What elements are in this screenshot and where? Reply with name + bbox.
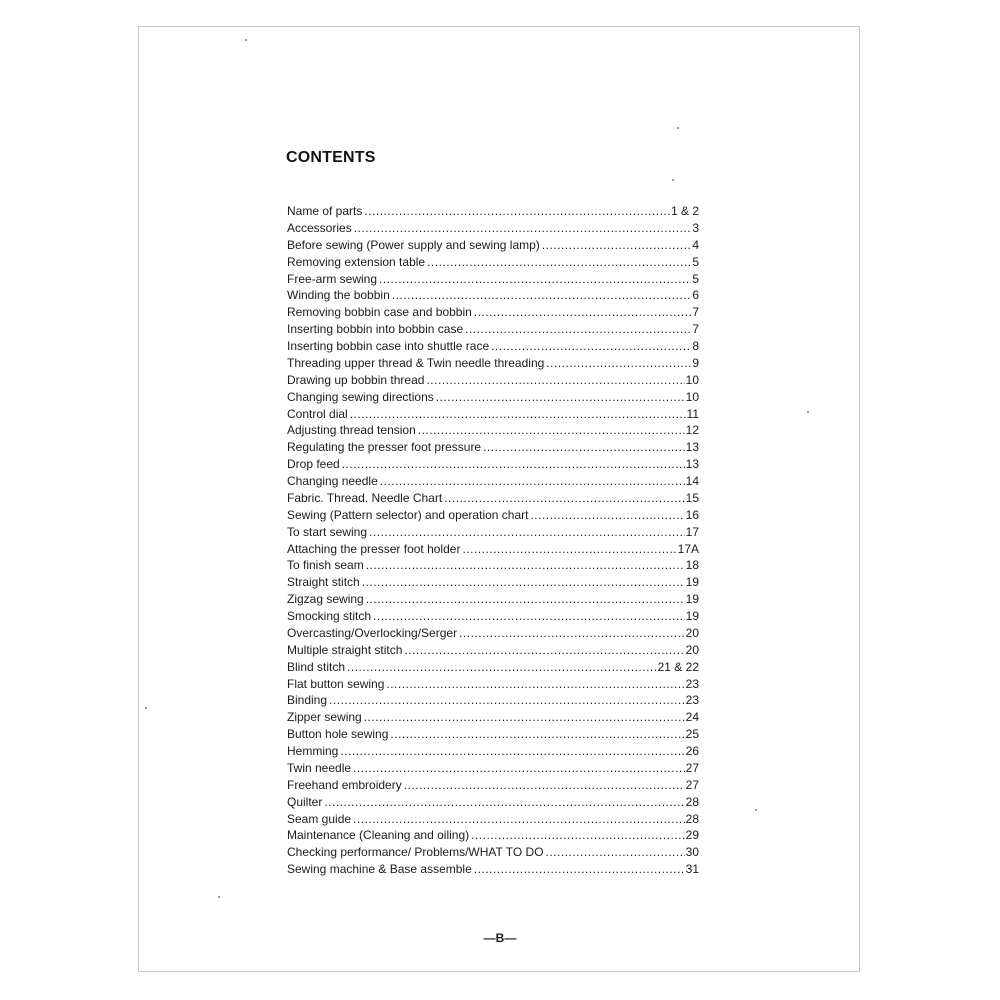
toc-entry	[287, 709, 699, 726]
toc-entry-label: Twin needle	[287, 760, 352, 775]
dot-leader	[542, 237, 692, 254]
toc-entry-label: Binding	[287, 693, 328, 708]
toc-entry-page: 28	[685, 811, 699, 826]
toc-entry-label: Multiple straight stitch	[287, 642, 403, 657]
toc-entry	[287, 422, 699, 439]
toc-entry-page: 21 & 22	[657, 659, 699, 674]
toc-entry-label: Before sewing (Power supply and sewing lamp)	[287, 237, 540, 252]
scan-speck	[677, 127, 679, 129]
toc-entry-label: Control dial	[287, 406, 348, 421]
toc-entry-page: 10	[685, 389, 699, 404]
dot-leader	[546, 355, 691, 372]
scan-speck	[145, 707, 147, 709]
toc-entry-label: Drawing up bobbin thread	[287, 372, 425, 387]
toc-entry-label: Drop feed	[287, 457, 340, 472]
table-of-contents	[287, 203, 699, 878]
toc-entry	[287, 271, 699, 288]
toc-entry	[287, 439, 699, 456]
toc-entry	[287, 304, 699, 321]
toc-entry-page: 19	[685, 575, 699, 590]
toc-entry-label: Threading upper thread & Twin needle threading	[287, 355, 545, 370]
dot-leader	[340, 743, 684, 760]
toc-entry-page: 1 & 2	[670, 204, 699, 218]
toc-entry	[287, 406, 699, 423]
toc-entry-page: 25	[685, 727, 699, 742]
toc-entry-label: Changing needle	[287, 474, 378, 488]
dot-leader	[462, 541, 676, 558]
toc-entry-label: Regulating the presser foot pressure	[287, 440, 482, 455]
toc-entry-page: 13	[685, 457, 699, 472]
dot-leader	[350, 406, 686, 423]
toc-entry	[287, 827, 699, 844]
toc-entry-label: Fabric. Thread. Needle Chart	[287, 490, 443, 505]
dot-leader	[471, 827, 685, 844]
toc-entry	[287, 372, 699, 389]
dot-leader	[329, 692, 685, 709]
dot-leader	[491, 338, 691, 355]
dot-leader	[324, 794, 684, 811]
toc-entry	[287, 541, 699, 558]
dot-leader	[426, 372, 684, 389]
dot-leader	[530, 507, 684, 524]
dot-leader	[465, 321, 691, 338]
dot-leader	[483, 439, 685, 456]
toc-entry-page: 8	[692, 339, 699, 353]
toc-entry	[287, 625, 699, 642]
toc-entry-label: Removing extension table	[287, 254, 426, 269]
dot-leader	[404, 642, 684, 659]
toc-entry	[287, 743, 699, 760]
toc-entry-label: Accessories	[287, 220, 352, 235]
toc-entry-label: Checking performance/ Problems/WHAT TO DO	[287, 845, 544, 860]
toc-entry-label: Smocking stitch	[287, 609, 372, 623]
scan-speck	[755, 809, 757, 811]
toc-entry-label: Adjusting thread tension	[287, 423, 416, 438]
dot-leader	[444, 490, 684, 507]
toc-entry-label: Maintenance (Cleaning and oiling)	[287, 828, 470, 843]
dot-leader	[379, 271, 691, 288]
toc-entry-label: Hemming	[287, 744, 339, 758]
toc-entry-page: 13	[685, 440, 699, 455]
toc-entry	[287, 676, 699, 693]
dot-leader	[373, 608, 685, 625]
toc-entry-page: 26	[685, 744, 699, 758]
toc-entry	[287, 591, 699, 608]
toc-entry-page: 19	[685, 592, 699, 607]
toc-entry-label: Seam guide	[287, 811, 352, 826]
toc-entry-label: Blind stitch	[287, 659, 346, 674]
toc-entry	[287, 659, 699, 676]
dot-leader	[364, 203, 670, 220]
dot-leader	[474, 304, 692, 321]
toc-entry	[287, 507, 699, 524]
dot-leader	[354, 220, 692, 237]
toc-entry	[287, 338, 699, 355]
toc-entry-page: 6	[692, 288, 699, 303]
toc-entry	[287, 574, 699, 591]
toc-entry-page: 12	[685, 423, 699, 438]
toc-entry-page: 27	[685, 777, 699, 792]
toc-entry-page: 20	[685, 625, 699, 640]
scan-speck	[672, 179, 674, 181]
toc-entry-label: Sewing (Pattern selector) and operation chart	[287, 507, 529, 522]
scan-speck	[807, 411, 809, 413]
toc-entry	[287, 642, 699, 659]
dot-leader	[364, 709, 685, 726]
scan-speck	[245, 39, 247, 41]
dot-leader	[366, 557, 685, 574]
dot-leader	[369, 524, 685, 541]
toc-entry	[287, 861, 699, 878]
toc-entry-page: 18	[685, 558, 699, 573]
toc-entry-page: 16	[685, 507, 699, 522]
toc-entry	[287, 355, 699, 372]
toc-entry-label: Overcasting/Overlocking/Serger	[287, 625, 458, 640]
dot-leader	[427, 254, 691, 271]
toc-entry	[287, 692, 699, 709]
dot-leader	[342, 456, 685, 473]
dot-leader	[362, 574, 685, 591]
toc-entry-label: Inserting bobbin case into shuttle race	[287, 339, 490, 353]
dot-leader	[459, 625, 685, 642]
dot-leader	[386, 676, 684, 693]
toc-entry-page: 15	[685, 490, 699, 505]
toc-entry	[287, 777, 699, 794]
toc-entry	[287, 524, 699, 541]
toc-entry-label: Quilter	[287, 794, 323, 809]
page-number: —B—	[483, 931, 517, 945]
toc-entry	[287, 811, 699, 828]
toc-entry-page: 5	[692, 254, 699, 269]
toc-entry-label: Sewing machine & Base assemble	[287, 862, 472, 877]
toc-entry-page: 29	[685, 828, 699, 843]
toc-entry-page: 5	[692, 271, 699, 286]
toc-entry-page: 27	[685, 760, 699, 775]
toc-entry-page: 14	[685, 474, 699, 488]
toc-entry-label: Zigzag sewing	[287, 592, 364, 607]
dot-leader	[404, 777, 685, 794]
toc-entry-page: 31	[685, 862, 699, 877]
toc-entry-label: Free-arm sewing	[287, 271, 378, 286]
toc-entry-label: Inserting bobbin into bobbin case	[287, 322, 464, 337]
dot-leader	[392, 287, 692, 304]
toc-entry	[287, 220, 699, 237]
contents-heading: CONTENTS	[286, 149, 376, 166]
toc-entry	[287, 237, 699, 254]
toc-entry-label: Removing bobbin case and bobbin	[287, 305, 472, 320]
dot-leader	[390, 726, 684, 743]
toc-entry-label: Name of parts	[287, 204, 363, 218]
toc-entry-page: 20	[685, 642, 699, 657]
toc-entry-label: Winding the bobbin	[287, 288, 390, 303]
dot-leader	[418, 422, 685, 439]
toc-entry-page: 7	[692, 322, 699, 337]
document-page	[138, 26, 860, 972]
dot-leader	[436, 389, 685, 406]
toc-entry	[287, 844, 699, 861]
toc-entry-page: 23	[685, 676, 699, 691]
toc-entry-label: Attaching the presser foot holder	[287, 541, 461, 556]
toc-entry	[287, 794, 699, 811]
toc-entry	[287, 287, 699, 304]
toc-entry	[287, 254, 699, 271]
toc-entry-page: 17A	[677, 541, 699, 556]
toc-entry-label: Flat button sewing	[287, 676, 385, 691]
toc-entry	[287, 557, 699, 574]
toc-entry-page: 10	[685, 372, 699, 387]
toc-entry	[287, 321, 699, 338]
toc-entry-label: Straight stitch	[287, 575, 360, 590]
toc-entry	[287, 473, 699, 490]
toc-entry-label: Freehand embroidery	[287, 777, 402, 792]
toc-entry-page: 30	[685, 845, 699, 860]
toc-entry-page: 9	[692, 355, 699, 370]
toc-entry-page: 17	[685, 524, 699, 539]
toc-entry-label: To finish seam	[287, 558, 364, 573]
toc-entry-page: 4	[692, 237, 699, 252]
toc-entry-label: Changing sewing directions	[287, 389, 434, 404]
dot-leader	[347, 659, 657, 676]
dot-leader	[366, 591, 685, 608]
toc-entry-label: To start sewing	[287, 524, 368, 539]
scan-speck	[218, 896, 220, 898]
toc-entry-label: Zipper sewing	[287, 710, 362, 725]
dot-leader	[353, 811, 685, 828]
toc-entry-page: 19	[685, 609, 699, 623]
dot-leader	[380, 473, 685, 490]
toc-entry-page: 3	[692, 220, 699, 235]
toc-entry	[287, 760, 699, 777]
toc-entry-page: 11	[686, 406, 699, 421]
dot-leader	[546, 844, 685, 861]
toc-entry	[287, 490, 699, 507]
toc-entry	[287, 608, 699, 625]
toc-entry-page: 7	[692, 305, 699, 320]
toc-entry-page: 24	[685, 710, 699, 725]
toc-entry	[287, 456, 699, 473]
toc-entry	[287, 726, 699, 743]
toc-entry-page: 28	[685, 794, 699, 809]
dot-leader	[474, 861, 685, 878]
dot-leader	[353, 760, 685, 777]
toc-entry-label: Button hole sewing	[287, 727, 389, 742]
toc-entry	[287, 203, 699, 220]
toc-entry-page: 23	[685, 693, 699, 708]
toc-entry	[287, 389, 699, 406]
